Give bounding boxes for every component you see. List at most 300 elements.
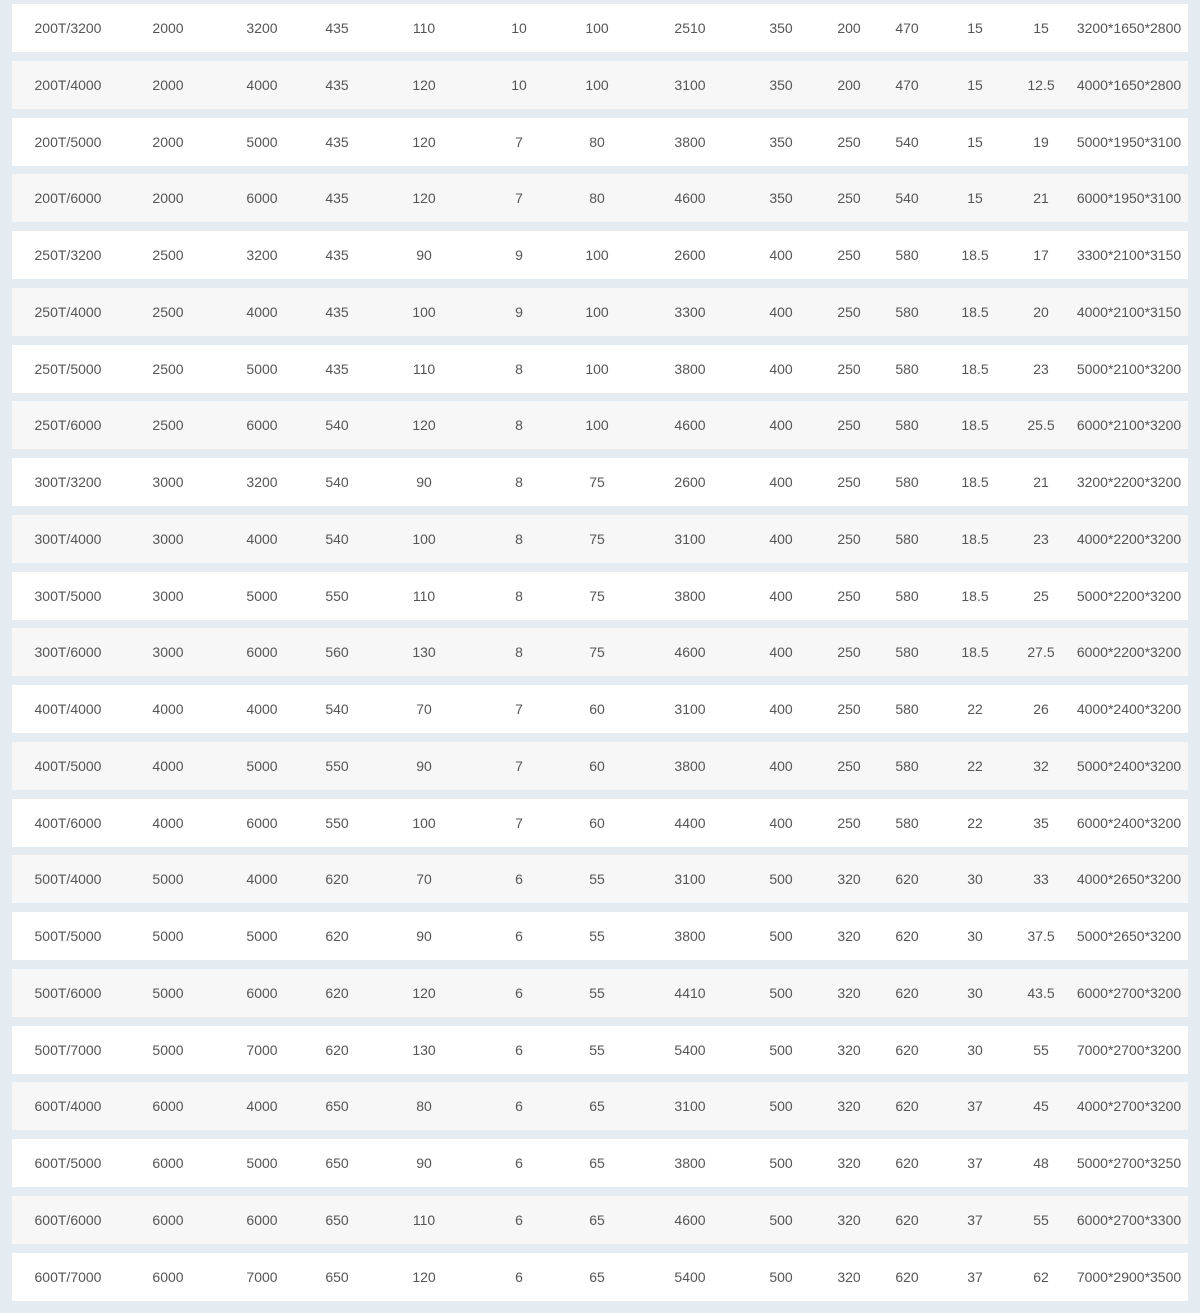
table-cell: 90: [416, 928, 432, 944]
table-cell: 500T/7000: [34, 1041, 102, 1058]
table-cell: 5000: [246, 360, 278, 377]
table-cell: 3100: [674, 1098, 706, 1115]
table-cell: 30: [967, 871, 983, 888]
table-cell: 300T/4000: [34, 530, 102, 547]
table-cell: 3800: [674, 133, 706, 150]
table-cell: 110: [412, 20, 436, 36]
table-cell: 580: [895, 701, 919, 717]
table-cell: 320: [837, 1268, 861, 1285]
table-cell: 3100: [674, 871, 706, 888]
table-cell: 4600: [674, 190, 706, 207]
table-cell: 580: [895, 417, 919, 434]
table-cell: 8: [515, 417, 523, 434]
table-cell: 620: [895, 1268, 919, 1285]
table-row: [12, 4, 1188, 52]
table-row: [12, 174, 1188, 222]
table-cell: 35: [1033, 814, 1049, 831]
table-cell: 4000: [246, 76, 278, 93]
table-cell: 200: [837, 76, 861, 93]
table-cell: 2600: [674, 474, 706, 490]
table-cell: 7000: [246, 1041, 278, 1058]
table-cell: 3100: [674, 76, 706, 93]
table-cell: 600T/4000: [34, 1098, 102, 1115]
table-cell: 12.5: [1027, 76, 1055, 93]
table-cell: 75: [589, 644, 605, 661]
table-cell: 400: [769, 530, 793, 547]
table-cell: 100: [585, 303, 609, 320]
table-cell: 100: [585, 360, 609, 377]
table-cell: 55: [589, 928, 605, 944]
table-cell: 3800: [674, 587, 706, 604]
table-cell: 37: [967, 1211, 983, 1228]
table-cell: 130: [412, 1041, 436, 1058]
table-cell: 60: [589, 814, 605, 831]
table-row: [12, 1082, 1188, 1130]
table-cell: 18.5: [961, 587, 989, 604]
table-cell: 400T/4000: [34, 701, 102, 717]
table-cell: 8: [515, 644, 523, 661]
table-cell: 70: [416, 871, 432, 888]
table-cell: 37: [967, 1268, 983, 1285]
table-cell: 3000: [152, 474, 184, 490]
table-cell: 320: [837, 1211, 861, 1228]
table-cell: 27.5: [1027, 644, 1055, 661]
table-cell: 500: [769, 1211, 793, 1228]
table-cell: 3100: [674, 530, 706, 547]
table-cell: 320: [837, 871, 861, 888]
table-cell: 3300*2100*3150: [1076, 247, 1182, 263]
table-cell: 300T/6000: [34, 644, 102, 661]
table-row: [12, 118, 1188, 166]
table-cell: 470: [895, 76, 919, 93]
table-cell: 18.5: [961, 474, 989, 490]
table-cell: 6000: [246, 984, 278, 1001]
table-row: [12, 855, 1188, 903]
table-cell: 540: [895, 190, 919, 207]
table-row: [12, 742, 1188, 790]
table-cell: 320: [837, 1155, 861, 1171]
table-cell: 4000*2650*3200: [1076, 871, 1182, 888]
table-cell: 4600: [674, 1211, 706, 1228]
table-cell: 580: [895, 247, 919, 263]
table-cell: 4000: [246, 530, 278, 547]
table-cell: 400: [769, 757, 793, 774]
table-cell: 80: [589, 133, 605, 150]
table-cell: 320: [837, 928, 861, 944]
table-cell: 620: [325, 1041, 349, 1058]
table-cell: 400: [769, 303, 793, 320]
table-cell: 5000: [152, 928, 184, 944]
table-cell: 250: [837, 701, 861, 717]
table-cell: 17: [1033, 247, 1049, 263]
table-cell: 550: [325, 814, 349, 831]
table-row: [12, 1253, 1188, 1301]
table-cell: 4410: [674, 984, 706, 1001]
table-cell: 6000: [152, 1268, 184, 1285]
table-cell: 5000*2100*3200: [1076, 360, 1182, 377]
table-cell: 75: [589, 474, 605, 490]
table-cell: 90: [416, 757, 432, 774]
table-cell: 2500: [152, 303, 184, 320]
table-cell: 435: [325, 360, 349, 377]
table-cell: 30: [967, 928, 983, 944]
table-cell: 2600: [674, 247, 706, 263]
table-cell: 23: [1033, 530, 1049, 547]
table-cell: 55: [589, 871, 605, 888]
table-cell: 470: [895, 20, 919, 36]
table-cell: 23: [1033, 360, 1049, 377]
table-cell: 75: [589, 587, 605, 604]
table-cell: 250: [837, 757, 861, 774]
table-cell: 90: [416, 474, 432, 490]
table-cell: 250: [837, 360, 861, 377]
table-cell: 350: [769, 20, 793, 36]
table-cell: 3000: [152, 530, 184, 547]
table-cell: 350: [769, 190, 793, 207]
table-cell: 350: [769, 133, 793, 150]
table-cell: 7: [515, 190, 523, 207]
table-cell: 500T/4000: [34, 871, 102, 888]
table-cell: 6000: [152, 1211, 184, 1228]
table-cell: 6000*1950*3100: [1076, 190, 1182, 207]
table-cell: 620: [325, 871, 349, 888]
table-cell: 65: [589, 1211, 605, 1228]
table-cell: 600T/5000: [34, 1155, 102, 1171]
table-cell: 600T/7000: [34, 1268, 102, 1285]
table-cell: 5000: [152, 871, 184, 888]
table-cell: 55: [1033, 1211, 1049, 1228]
table-cell: 6000*2200*3200: [1076, 644, 1182, 661]
table-cell: 7000: [246, 1268, 278, 1285]
table-row: [12, 288, 1188, 336]
table-cell: 400: [769, 644, 793, 661]
table-cell: 18.5: [961, 417, 989, 434]
table-cell: 250: [837, 530, 861, 547]
table-cell: 350: [769, 76, 793, 93]
table-cell: 400: [769, 417, 793, 434]
table-cell: 540: [325, 474, 349, 490]
table-row: [12, 515, 1188, 563]
table-cell: 540: [325, 701, 349, 717]
table-row: [12, 231, 1188, 279]
table-cell: 100: [585, 20, 609, 36]
table-cell: 540: [895, 133, 919, 150]
table-cell: 650: [325, 1211, 349, 1228]
table-cell: 60: [589, 701, 605, 717]
table-cell: 500T/6000: [34, 984, 102, 1001]
table-cell: 4000: [246, 701, 278, 717]
table-row: [12, 912, 1188, 960]
table-cell: 4600: [674, 644, 706, 661]
table-cell: 100: [412, 303, 436, 320]
table-row: [12, 1196, 1188, 1244]
table-cell: 560: [325, 644, 349, 661]
table-row: [12, 572, 1188, 620]
table-cell: 5000: [246, 1155, 278, 1171]
table-cell: 100: [412, 530, 436, 547]
table-cell: 4000: [246, 871, 278, 888]
table-cell: 3300: [674, 303, 706, 320]
table-cell: 7: [515, 133, 523, 150]
table-cell: 37.5: [1027, 928, 1055, 944]
table-cell: 90: [416, 247, 432, 263]
table-cell: 4600: [674, 417, 706, 434]
table-cell: 400: [769, 587, 793, 604]
table-cell: 120: [412, 1268, 436, 1285]
table-cell: 5000: [152, 1041, 184, 1058]
table-cell: 620: [325, 928, 349, 944]
table-cell: 500: [769, 871, 793, 888]
table-cell: 37: [967, 1155, 983, 1171]
table-row: [12, 1139, 1188, 1187]
table-cell: 70: [416, 701, 432, 717]
table-cell: 6000: [246, 190, 278, 207]
table-cell: 65: [589, 1268, 605, 1285]
table-cell: 320: [837, 984, 861, 1001]
table-cell: 6000: [246, 814, 278, 831]
table-cell: 4000: [152, 814, 184, 831]
table-cell: 32: [1033, 757, 1049, 774]
table-cell: 250T/5000: [34, 360, 102, 377]
table-cell: 43.5: [1027, 984, 1055, 1001]
table-cell: 250T/6000: [34, 417, 102, 434]
table-cell: 65: [589, 1155, 605, 1171]
table-row: [12, 685, 1188, 733]
table-cell: 18.5: [961, 247, 989, 263]
table-cell: 90: [416, 1155, 432, 1171]
table-cell: 500: [769, 1041, 793, 1058]
table-cell: 110: [412, 360, 436, 377]
table-cell: 5000*2400*3200: [1076, 757, 1182, 774]
table-cell: 435: [325, 76, 349, 93]
table-cell: 120: [412, 133, 436, 150]
table-cell: 320: [837, 1041, 861, 1058]
table-cell: 400T/6000: [34, 814, 102, 831]
table-cell: 9: [515, 247, 523, 263]
table-cell: 2000: [152, 20, 184, 36]
table-cell: 3000: [152, 587, 184, 604]
table-cell: 250: [837, 133, 861, 150]
table-cell: 620: [895, 1041, 919, 1058]
table-cell: 435: [325, 303, 349, 320]
table-cell: 120: [412, 76, 436, 93]
table-cell: 15: [967, 76, 983, 93]
table-cell: 55: [589, 1041, 605, 1058]
table-cell: 5400: [674, 1268, 706, 1285]
table-cell: 4000*2700*3200: [1076, 1098, 1182, 1115]
table-cell: 6000: [246, 644, 278, 661]
table-cell: 80: [416, 1098, 432, 1115]
table-cell: 200T/3200: [34, 20, 102, 36]
table-cell: 6000*2700*3200: [1076, 984, 1182, 1001]
table-cell: 7000*2700*3200: [1076, 1041, 1182, 1058]
table-cell: 250: [837, 474, 861, 490]
table-cell: 6000: [246, 1211, 278, 1228]
table-cell: 110: [412, 587, 436, 604]
table-cell: 435: [325, 247, 349, 263]
table-cell: 45: [1033, 1098, 1049, 1115]
table-cell: 320: [837, 1098, 861, 1115]
table-cell: 6: [515, 1098, 523, 1115]
table-cell: 400: [769, 360, 793, 377]
table-cell: 15: [967, 190, 983, 207]
table-cell: 300T/3200: [34, 474, 102, 490]
table-cell: 620: [895, 928, 919, 944]
table-cell: 120: [412, 190, 436, 207]
table-cell: 3000: [152, 644, 184, 661]
table-cell: 20: [1033, 303, 1049, 320]
table-cell: 6000: [246, 417, 278, 434]
table-cell: 3200*1650*2800: [1076, 20, 1182, 36]
table-row: [12, 969, 1188, 1017]
table-cell: 4000: [246, 1098, 278, 1115]
table-cell: 250: [837, 303, 861, 320]
table-cell: 4000: [246, 303, 278, 320]
table-cell: 5000*1950*3100: [1076, 133, 1182, 150]
table-cell: 55: [589, 984, 605, 1001]
table-row: [12, 345, 1188, 393]
table-cell: 500: [769, 1155, 793, 1171]
table-cell: 400: [769, 814, 793, 831]
table-cell: 25.5: [1027, 417, 1055, 434]
table-row: [12, 799, 1188, 847]
table-cell: 6000*2400*3200: [1076, 814, 1182, 831]
table-row: [12, 61, 1188, 109]
table-cell: 580: [895, 303, 919, 320]
table-cell: 3200: [246, 20, 278, 36]
table-cell: 2000: [152, 133, 184, 150]
table-cell: 75: [589, 530, 605, 547]
table-cell: 80: [589, 190, 605, 207]
table-cell: 21: [1033, 190, 1049, 207]
table-cell: 580: [895, 644, 919, 661]
table-cell: 3800: [674, 757, 706, 774]
table-cell: 620: [895, 1211, 919, 1228]
table-cell: 60: [589, 757, 605, 774]
table-cell: 6000*2700*3300: [1076, 1211, 1182, 1228]
table-cell: 200T/6000: [34, 190, 102, 207]
table-cell: 2500: [152, 417, 184, 434]
table-cell: 30: [967, 984, 983, 1001]
table-cell: 4000*2200*3200: [1076, 530, 1182, 547]
table-cell: 3800: [674, 360, 706, 377]
table-cell: 500: [769, 1268, 793, 1285]
table-cell: 400T/5000: [34, 757, 102, 774]
table-cell: 6: [515, 984, 523, 1001]
table-cell: 5400: [674, 1041, 706, 1058]
table-cell: 5000: [152, 984, 184, 1001]
table-cell: 250: [837, 644, 861, 661]
table-cell: 18.5: [961, 644, 989, 661]
table-cell: 5000: [246, 587, 278, 604]
table-cell: 500T/5000: [34, 928, 102, 944]
table-cell: 250: [837, 417, 861, 434]
table-cell: 3200: [246, 474, 278, 490]
table-cell: 5000: [246, 757, 278, 774]
table-cell: 10: [511, 76, 527, 93]
table-cell: 2500: [152, 247, 184, 263]
table-cell: 8: [515, 587, 523, 604]
table-cell: 580: [895, 360, 919, 377]
table-cell: 620: [895, 1098, 919, 1115]
table-cell: 3200: [246, 247, 278, 263]
table-cell: 6: [515, 1211, 523, 1228]
table-cell: 5000*2200*3200: [1076, 587, 1182, 604]
table-cell: 120: [412, 984, 436, 1001]
table-cell: 110: [412, 1211, 436, 1228]
table-cell: 435: [325, 190, 349, 207]
table-cell: 620: [895, 871, 919, 888]
table-cell: 400: [769, 701, 793, 717]
table-cell: 650: [325, 1098, 349, 1115]
table-cell: 100: [585, 417, 609, 434]
table-cell: 620: [895, 1155, 919, 1171]
table-cell: 15: [967, 133, 983, 150]
table-cell: 7: [515, 701, 523, 717]
table-cell: 300T/5000: [34, 587, 102, 604]
table-cell: 200T/5000: [34, 133, 102, 150]
table-cell: 580: [895, 757, 919, 774]
table-cell: 620: [325, 984, 349, 1001]
table-cell: 18.5: [961, 303, 989, 320]
table-cell: 19: [1033, 133, 1049, 150]
table-row: [12, 401, 1188, 449]
table-cell: 62: [1033, 1268, 1049, 1285]
table-cell: 600T/6000: [34, 1211, 102, 1228]
table-cell: 200: [837, 20, 861, 36]
table-cell: 22: [967, 701, 983, 717]
table-cell: 22: [967, 757, 983, 774]
table-row: [12, 628, 1188, 676]
table-cell: 4000: [152, 757, 184, 774]
table-cell: 3100: [674, 701, 706, 717]
table-cell: 6: [515, 1155, 523, 1171]
table-cell: 620: [895, 984, 919, 1001]
table-cell: 21: [1033, 474, 1049, 490]
table-cell: 48: [1033, 1155, 1049, 1171]
table-cell: 580: [895, 530, 919, 547]
table-cell: 2000: [152, 76, 184, 93]
table-cell: 200T/4000: [34, 76, 102, 93]
table-cell: 100: [585, 76, 609, 93]
table-cell: 2510: [674, 20, 706, 36]
table-cell: 3800: [674, 1155, 706, 1171]
table-cell: 55: [1033, 1041, 1049, 1058]
table-cell: 6: [515, 1041, 523, 1058]
table-cell: 250: [837, 247, 861, 263]
table-cell: 580: [895, 474, 919, 490]
table-cell: 37: [967, 1098, 983, 1115]
table-cell: 10: [511, 20, 527, 36]
table-cell: 22: [967, 814, 983, 831]
table-cell: 8: [515, 530, 523, 547]
table-cell: 7: [515, 814, 523, 831]
table-cell: 15: [967, 20, 983, 36]
table-cell: 33: [1033, 871, 1049, 888]
table-cell: 6000: [152, 1098, 184, 1115]
table-cell: 650: [325, 1155, 349, 1171]
table-cell: 15: [1033, 20, 1049, 36]
table-cell: 130: [412, 644, 436, 661]
table-cell: 65: [589, 1098, 605, 1115]
table-cell: 500: [769, 984, 793, 1001]
table-cell: 4000*2100*3150: [1076, 303, 1182, 320]
table-cell: 5000*2700*3250: [1076, 1155, 1182, 1171]
table-cell: 7000*2900*3500: [1076, 1268, 1182, 1285]
table-cell: 550: [325, 587, 349, 604]
table-cell: 6000*2100*3200: [1076, 417, 1182, 434]
table-cell: 120: [412, 417, 436, 434]
